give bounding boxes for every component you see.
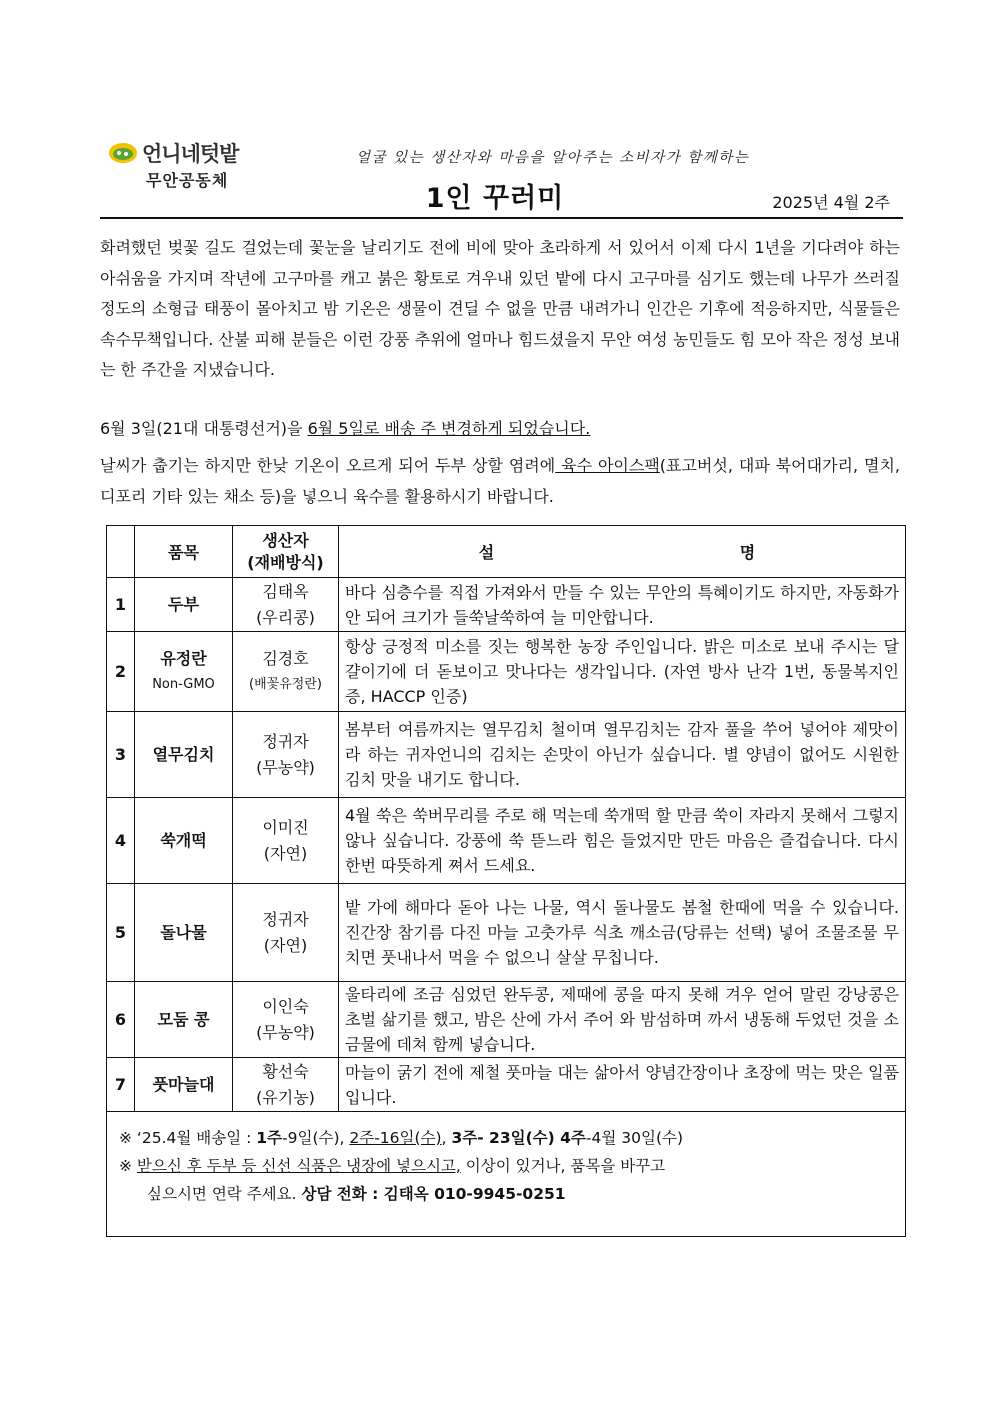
cultivation-method: (자연)	[263, 935, 308, 955]
logo-subtitle: 무안공동체	[146, 171, 229, 190]
week-label: 4주	[560, 1129, 586, 1147]
header-method-label: (재배방식)	[247, 552, 324, 572]
header-producer	[233, 526, 339, 578]
row-number: 6	[107, 982, 135, 1058]
schedule-text: - 23일(수)	[477, 1129, 561, 1147]
table-header-row	[107, 526, 906, 578]
schedule-text: -4월 30일(수)	[585, 1129, 684, 1147]
table-row	[107, 578, 906, 632]
intro-paragraph: 화려했던 벚꽃 길도 걸었는데 꽃눈을 날리기도 전에 비에 맞아 초라하게 서 있어서 이제 다시 1년을 기다려야 하는 아쉬움을 가지며 작년에 고구마를 캐고 붉은 황토로 겨우내 있던 밭에 다시 고구마를 심기도 했는데 나무가 쓰러질 정도의 소형급 태풍이 몰아치고 밤 기온은 생물이 견딜 수 없을 만큼 내려가니 인간은 기후에 적응하지만, 식물들은 속수무책입니다. 산불 피해 분들은 이런 강풍 추위에 얼마나 힘드셨을지 무안 여성 농민들도 힘 모아 작은 정성 보내는 한 주간을 지냈습니다.	[100, 238, 900, 379]
header-divider	[100, 217, 903, 219]
notice-text: 이상이 있거나, 품목을 바꾸고	[460, 1157, 666, 1175]
schedule-underlined	[349, 1129, 441, 1147]
producer	[233, 1058, 339, 1112]
producer-name: 이미진	[262, 817, 309, 837]
delivery-schedule	[119, 1124, 893, 1152]
table-row	[107, 632, 906, 712]
item-name-text: 유정란	[160, 648, 207, 668]
producer	[233, 712, 339, 798]
cultivation-method: (무농약)	[256, 757, 315, 777]
producer	[233, 798, 339, 884]
items-table	[106, 525, 906, 1237]
row-number: 3	[107, 712, 135, 798]
cultivation-method: (무농약)	[256, 1022, 315, 1042]
header-description: 설 명	[339, 526, 906, 578]
leaf-logo-icon	[108, 142, 138, 164]
table-row	[107, 1058, 906, 1112]
item-name: 풋마늘대	[135, 1058, 233, 1112]
notice-text: 싶으시면 연락 주세요.	[147, 1185, 302, 1203]
item-subtitle: Non-GMO	[152, 676, 215, 692]
producer	[233, 578, 339, 632]
cultivation-method: (우리콩)	[256, 607, 315, 627]
week-label: 2주	[349, 1129, 375, 1147]
schedule-text: -9일(수),	[282, 1129, 350, 1147]
table-row	[107, 982, 906, 1058]
item-name: 두부	[135, 578, 233, 632]
row-number: 5	[107, 884, 135, 982]
header-item: 품목	[135, 526, 233, 578]
item-name: 돌나물	[135, 884, 233, 982]
header-producer-label: 생산자	[262, 530, 309, 550]
notice-text: 6월 3일(21대 대통령선거)을	[100, 419, 308, 438]
table-row	[107, 884, 906, 982]
row-number: 2	[107, 632, 135, 712]
item-name: 쑥개떡	[135, 798, 233, 884]
producer-name: 이인숙	[262, 996, 309, 1016]
week-label: 1주	[256, 1129, 283, 1147]
row-number: 1	[107, 578, 135, 632]
item-description: 밭 가에 해마다 돋아 나는 나물, 역시 돌나물도 봄철 한때에 먹을 수 있습니다. 진간장 참기름 다진 마늘 고춧가루 식초 깨소금(당류는 선택) 넣어 조물조물 무치면 풋내나서 먹을 수 없으니 살살 무칩니다.	[339, 884, 906, 982]
notice-underlined: 육수 아이스팩	[555, 456, 660, 475]
schedule-text: -16일(수)	[374, 1129, 442, 1147]
notice-text: ※	[119, 1157, 137, 1175]
producer-name: 김경호	[262, 648, 309, 668]
logo	[108, 136, 258, 192]
producer	[233, 884, 339, 982]
slogan: 얼굴 있는 생산자와 마음을 알아주는 소비자가 함께하는	[356, 150, 750, 166]
delivery-notes	[107, 1112, 906, 1237]
notice-underlined: 6월 5일로 배송 주 변경하게 되었습니다.	[307, 419, 591, 438]
header-no	[107, 526, 135, 578]
cultivation-method: (배꽃유정란)	[249, 676, 322, 692]
item-name	[135, 632, 233, 712]
table-row	[107, 712, 906, 798]
issue-date: 2025년 4월 2주	[772, 193, 890, 212]
schedule-text: ※ ‘25.4월 배송일 :	[119, 1129, 257, 1147]
table-row	[107, 798, 906, 884]
cultivation-method: (자연)	[263, 843, 308, 863]
contact-line	[119, 1180, 893, 1208]
notice-text: 날씨가 춥기는 하지만 한낮 기온이 오르게 되어 두부 상할 염려에	[100, 456, 556, 475]
schedule-text: ,	[441, 1129, 452, 1147]
item-description: 바다 심층수를 직접 가져와서 만들 수 있는 무안의 특혜이기도 하지만, 자동화가 안 되어 크기가 들쑥날쑥하여 늘 미안합니다.	[339, 578, 906, 632]
item-description: 마늘이 굵기 전에 제철 풋마늘 대는 삶아서 양념간장이나 초장에 먹는 맛은 일품입니다.	[339, 1058, 906, 1112]
notice-underlined: 받으신 후 두부 등 신선 식품은 냉장에 넣으시고,	[136, 1157, 461, 1175]
week-label: 3주	[451, 1129, 478, 1147]
item-name: 모둠 콩	[135, 982, 233, 1058]
producer-name: 황선숙	[262, 1061, 309, 1081]
page-title: 1인 꾸러미	[425, 183, 565, 214]
row-number: 4	[107, 798, 135, 884]
storage-notice	[119, 1152, 893, 1180]
producer-name: 정귀자	[262, 909, 309, 929]
producer	[233, 982, 339, 1058]
delivery-change-notice	[100, 414, 900, 445]
logo-name: 언니네텃밭	[142, 142, 239, 166]
producer	[233, 632, 339, 712]
item-description: 4월 쑥은 쑥버무리를 주로 해 먹는데 쑥개떡 할 만큼 쑥이 자라지 못해서 그렇지 않나 싶습니다. 강풍에 쑥 뜯느라 힘은 들었지만 만든 마음은 즐겁습니다. 다시 한번 따뜻하게 쪄서 드세요.	[339, 798, 906, 884]
ice-pack-notice	[100, 451, 900, 512]
producer-name: 김태옥	[262, 581, 309, 601]
cultivation-method: (유기농)	[256, 1087, 315, 1107]
producer-name: 정귀자	[262, 731, 309, 751]
item-description: 항상 긍정적 미소를 짓는 행복한 농장 주인입니다. 밝은 미소로 보내 주시는 달걀이기에 더 돋보이고 맛나다는 생각입니다. (자연 방사 난각 1번, 동물복지인증, HACCP 인증)	[339, 632, 906, 712]
contact-phone: 상담 전화 : 김태옥 010-9945-0251	[301, 1185, 566, 1203]
item-description: 울타리에 조금 심었던 완두콩, 제때에 콩을 따지 못해 겨우 얻어 말린 강낭콩은 초벌 삶기를 했고, 밤은 산에 가서 주어 와 밤섬하며 까서 냉동해 두었던 것을 소금물에 데쳐 함께 넣습니다.	[339, 982, 906, 1058]
notes-row	[107, 1112, 906, 1237]
item-name: 열무김치	[135, 712, 233, 798]
row-number: 7	[107, 1058, 135, 1112]
notice-text: (표고버섯, 대파 북어대가리, 멸치, 디포리 기타 있는 채소 등)을 넣으니 육수를 활용하시기 바랍니다.	[100, 456, 900, 506]
item-description: 봄부터 여름까지는 열무김치 철이며 열무김치는 감자 풀을 쑤어 넣어야 제맛이라 하는 귀자언니의 김치는 손맛이 아닌가 싶습니다. 별 양념이 없어도 시원한 김치 맛을 내기도 합니다.	[339, 712, 906, 798]
